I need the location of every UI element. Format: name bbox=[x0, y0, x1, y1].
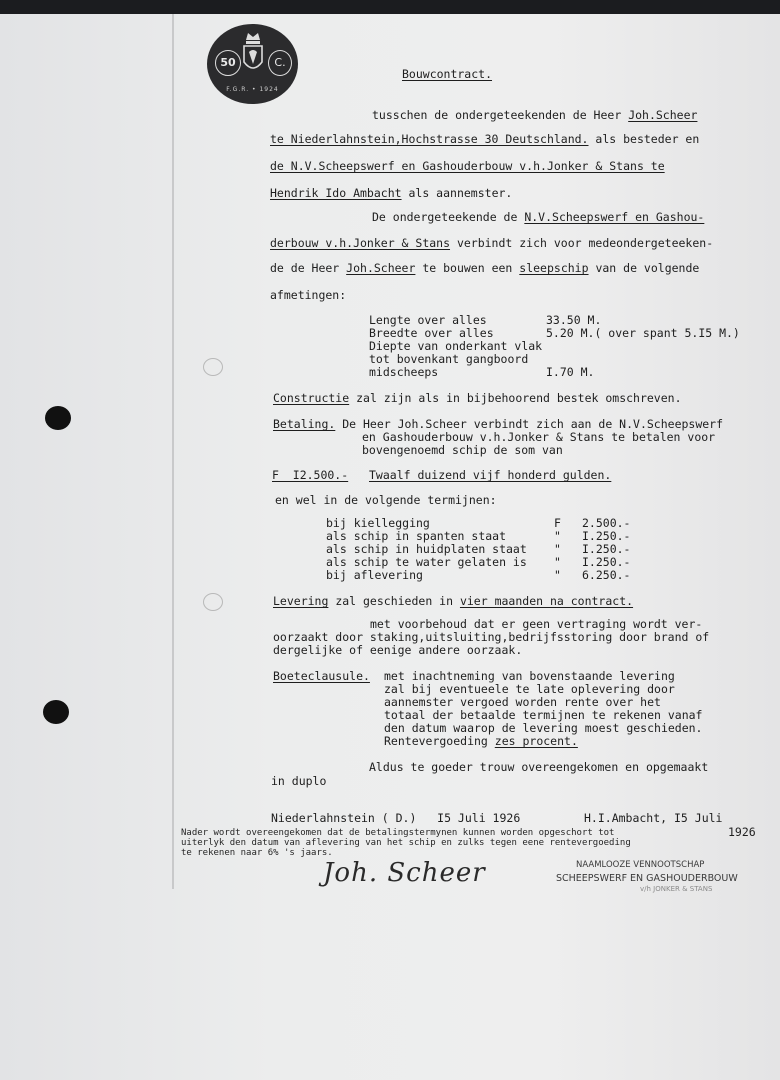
term-label: bij kiellegging bbox=[326, 516, 430, 530]
term-currency: F bbox=[554, 516, 561, 530]
company-stamp-line-1: NAAMLOOZE VENNOOTSCHAP bbox=[576, 860, 705, 870]
term-amount: 2.500.- bbox=[582, 516, 631, 530]
dimension-label: midscheeps bbox=[369, 365, 439, 379]
dimension-label: Lengte over alles bbox=[369, 313, 487, 327]
term-amount: I.250.- bbox=[582, 529, 631, 543]
term-currency: " bbox=[554, 542, 561, 556]
term-amount: I.250.- bbox=[582, 555, 631, 569]
dimension-value: I.70 M. bbox=[546, 365, 595, 379]
penalty-line-3: aannemster vergoed worden rente over het bbox=[384, 695, 661, 709]
place-date-right-year: 1926 bbox=[728, 825, 756, 839]
crest-icon bbox=[238, 30, 268, 82]
payment-line-3: bovengenoemd schip de som van bbox=[362, 443, 563, 457]
penalty-line-5: den datum waarop de levering moest geschieden. bbox=[384, 721, 703, 735]
delivery-clause: Levering zal geschieden in vier maanden na contract. bbox=[273, 594, 634, 608]
term-currency: " bbox=[554, 529, 561, 543]
term-label: als schip te water gelaten is bbox=[326, 555, 527, 569]
payment-line-1: Betaling. De Heer Joh.Scheer verbindt zich aan de N.V.Scheepswerf bbox=[273, 417, 724, 431]
para2-line-1: De ondergeteekende de N.V.Scheepswerf en Gashou- bbox=[372, 210, 705, 224]
dimension-label: Diepte van onderkant vlak bbox=[369, 339, 543, 353]
intro-line-2: te Niederlahnstein,Hochstrasse 30 Deutschland. als besteder en bbox=[270, 132, 700, 146]
term-currency: " bbox=[554, 555, 561, 569]
stamp-value: 50 bbox=[215, 50, 241, 76]
scan-border bbox=[0, 0, 780, 14]
delivery-line-1: met voorbehoud dat er geen vertraging wordt ver- bbox=[370, 617, 703, 631]
punch-hole-bottom bbox=[43, 700, 69, 724]
dimension-label: Breedte over alles bbox=[369, 326, 494, 340]
punch-hole-top bbox=[45, 406, 71, 430]
term-label: als schip in huidplaten staat bbox=[326, 542, 527, 556]
penalty-label: Boeteclausule. bbox=[273, 669, 370, 683]
punch-ring-mark bbox=[203, 358, 223, 376]
construction-clause: Constructie zal zijn als in bijbehoorend bestek omschreven. bbox=[273, 391, 682, 405]
payment-amount: F I2.500.- bbox=[272, 468, 349, 482]
para2-line-4: afmetingen: bbox=[270, 288, 347, 302]
closing-line-1: Aldus te goeder trouw overeengekomen en opgemaakt bbox=[369, 760, 709, 774]
para2-line-3: de de Heer Joh.Scheer te bouwen een sleepschip van de volgende bbox=[270, 261, 700, 275]
term-amount: 6.250.- bbox=[582, 568, 631, 582]
intro-line-4: Hendrik Ido Ambacht als aannemster. bbox=[270, 186, 513, 200]
intro-line-3: de N.V.Scheepswerf en Gashouderbouw v.h.Jonker & Stans te bbox=[270, 159, 665, 173]
company-stamp-line-3: v/h JONKER & STANS bbox=[640, 885, 713, 893]
revenue-stamp bbox=[207, 24, 298, 104]
addendum-line-2: uiterlyk den datum van aflevering van het schip en zulks tegen eene rentevergoeding bbox=[181, 838, 631, 848]
term-label: als schip in spanten staat bbox=[326, 529, 507, 543]
term-currency: " bbox=[554, 568, 561, 582]
penalty-line-1: met inachtneming van bovenstaande levering bbox=[384, 669, 675, 683]
place-date-left: Niederlahnstein ( D.) I5 Juli 1926 bbox=[271, 811, 521, 825]
term-amount: I.250.- bbox=[582, 542, 631, 556]
punch-ring-mark bbox=[203, 593, 223, 611]
dimension-value: 33.50 M. bbox=[546, 313, 602, 327]
stamp-legend: F.G.R. • 1924 bbox=[226, 86, 279, 93]
stamp-unit: C. bbox=[268, 50, 292, 76]
term-label: bij aflevering bbox=[326, 568, 423, 582]
dimension-label: tot bovenkant gangboord bbox=[369, 352, 529, 366]
handwritten-signature: Joh. Scheer bbox=[323, 858, 486, 888]
payment-amount-words: Twaalf duizend vijf honderd gulden. bbox=[369, 468, 612, 482]
closing-line-2: in duplo bbox=[271, 774, 327, 788]
payment-line-2: en Gashouderbouw v.h.Jonker & Stans te betalen voor bbox=[362, 430, 716, 444]
dimension-value: 5.20 M.( over spant 5.I5 M.) bbox=[546, 326, 740, 340]
penalty-line-4: totaal der betaalde termijnen te rekenen vanaf bbox=[384, 708, 703, 722]
penalty-line-6: Rentevergoeding zes procent. bbox=[384, 734, 578, 748]
para2-line-2: derbouw v.h.Jonker & Stans verbindt zich voor medeondergeteeken- bbox=[270, 236, 714, 250]
penalty-line-2: zal bij eventueele te late oplevering door bbox=[384, 682, 675, 696]
delivery-line-3: dergelijke of eenige andere oorzaak. bbox=[273, 643, 523, 657]
document-title: Bouwcontract. bbox=[402, 67, 493, 81]
intro-line-1: tusschen de ondergeteekenden de Heer Joh.Scheer bbox=[372, 108, 698, 122]
terms-intro: en wel in de volgende termijnen: bbox=[275, 493, 497, 507]
place-date-right: H.I.Ambacht, I5 Juli bbox=[584, 811, 723, 825]
paper-fold-line bbox=[172, 14, 174, 889]
addendum-line-1: Nader wordt overeengekomen dat de betalingstermynen kunnen worden opgeschort tot bbox=[181, 828, 615, 838]
addendum-line-3: te rekenen naar 6% 's jaars. bbox=[181, 848, 333, 858]
company-stamp-line-2: SCHEEPSWERF EN GASHOUDERBOUW bbox=[556, 873, 738, 884]
delivery-line-2: oorzaakt door staking,uitsluiting,bedrijfsstoring door brand of bbox=[273, 630, 710, 644]
